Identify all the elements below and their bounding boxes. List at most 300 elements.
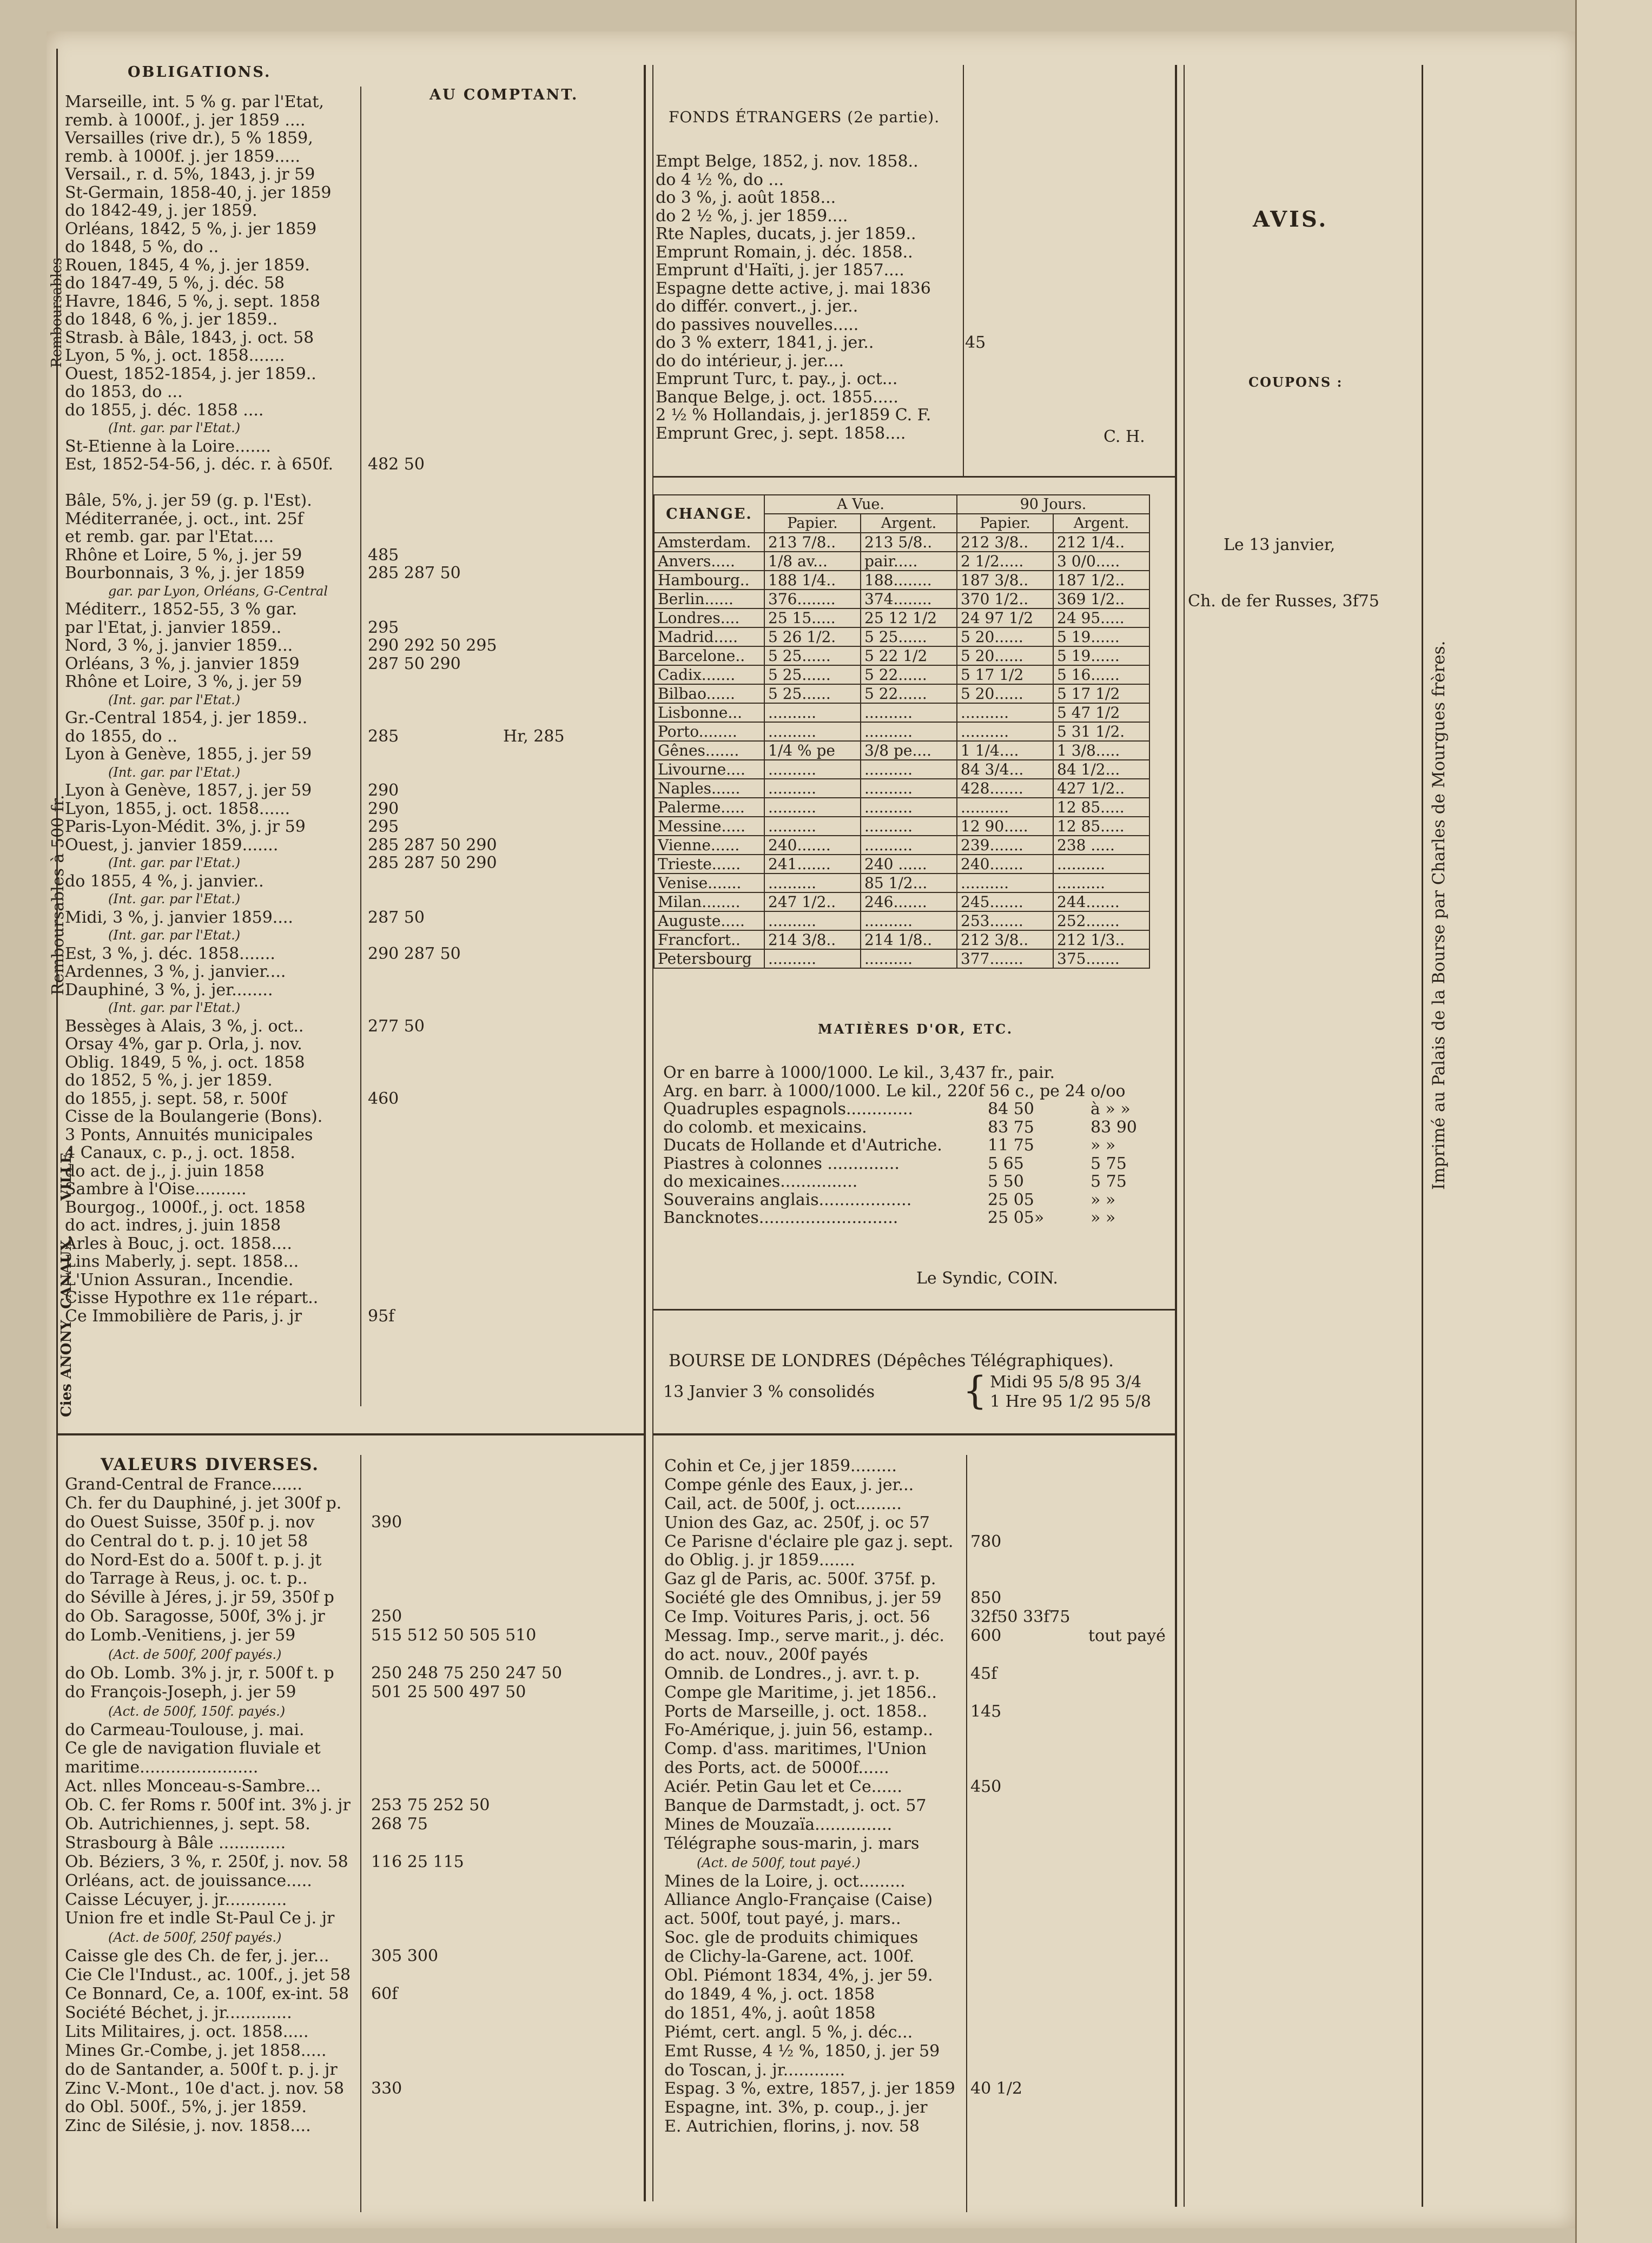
- valeur2-row: [664, 1721, 1173, 1740]
- obligation-label: (Int. gar. par l'Etat.): [108, 855, 241, 870]
- obligation-row: [65, 764, 638, 782]
- papier-heading: Papier.: [764, 514, 861, 533]
- valeurs-heading: VALEURS DIVERSES.: [101, 1455, 320, 1474]
- valeur-label: Lits Militaires, j. oct. 1858.....: [65, 2022, 309, 2041]
- obligation-row: [65, 492, 638, 510]
- valeur2-row: [664, 1570, 1173, 1589]
- valeur-row: [65, 1551, 644, 1570]
- change-place: Milan........: [654, 892, 764, 911]
- obligation-label: Oblig. 1849, 5 %, j. oct. 1858: [65, 1053, 305, 1071]
- valeur-label: Zinc de Silésie, j. nov. 1858....: [65, 2117, 311, 2136]
- obligation-row: [65, 438, 638, 456]
- valeur-label: Zinc V.-Mont., 10e d'act. j. nov. 58: [65, 2079, 345, 2098]
- valeur-row: [65, 1834, 644, 1853]
- valeur-row: [65, 2098, 644, 2117]
- change-rate: 187 3/8..: [957, 571, 1053, 590]
- obligation-row: [65, 1054, 638, 1072]
- change-row: [654, 608, 1149, 627]
- change-rate: 5 16......: [1053, 665, 1149, 684]
- obligations-list: [65, 93, 638, 1325]
- obligation-row: [65, 419, 638, 438]
- valeur-label: Orléans, act. de jouissance.....: [65, 1871, 312, 1890]
- obligation-row: [65, 1108, 638, 1126]
- change-rate: 1/8 av...: [764, 552, 861, 571]
- obligation-label: Ce Immobilière de Paris, j. jr: [65, 1307, 302, 1325]
- change-row: [654, 627, 1149, 646]
- valeur-row: [65, 1909, 644, 1928]
- obligation-row: [65, 745, 638, 764]
- change-rate: 239.......: [957, 836, 1053, 855]
- valeur-label: Union fre et indle St-Paul Ce j. jr: [65, 1909, 335, 1928]
- valeur-label: Ob. Autrichiennes, j. sept. 58.: [65, 1815, 310, 1834]
- change-rate: 5 19......: [1053, 627, 1149, 646]
- valeur2-row: [664, 1778, 1173, 1797]
- valeur-label: (Act. de 500f, 200f payés.): [108, 1647, 282, 1663]
- change-rate: 5 25......: [861, 627, 957, 646]
- change-rate: 5 25......: [764, 646, 861, 665]
- change-rate: 2 1/2.....: [957, 552, 1053, 571]
- change-place: Porto........: [654, 722, 764, 741]
- valeur2-label: Obl. Piémont 1834, 4%, j. jer 59.: [664, 1967, 933, 1986]
- obligation-label: et remb. gar. par l'Etat....: [65, 528, 274, 546]
- change-rate: 240 ......: [861, 855, 957, 874]
- obligation-row: [65, 619, 638, 637]
- fonds-label: Emprunt Turc, t. pay., j. oct...: [656, 370, 898, 388]
- change-rate: 212 3/8..: [957, 930, 1053, 949]
- remboursables-top-label: Remboursables: [49, 257, 65, 368]
- valeur-label: Ob. Béziers, 3 %, r. 250f, j. nov. 58: [65, 1852, 348, 1871]
- fonds-row: [656, 261, 1175, 280]
- obligation-row: [65, 782, 638, 800]
- obligation-label: (Int. gar. par l'Etat.): [108, 420, 241, 435]
- valeur-row: [65, 1664, 644, 1683]
- matiere-label: Ducats de Hollande et d'Autriche.: [663, 1136, 942, 1155]
- obligation-price: 95f: [368, 1307, 395, 1325]
- valeur2-price: 600: [970, 1627, 1002, 1646]
- obligation-price: 460: [368, 1089, 399, 1108]
- obligation-label: Rouen, 1845, 4 %, j. jer 1859.: [65, 256, 310, 274]
- valeurs-list: [65, 1476, 644, 2136]
- valeur-row: [65, 2042, 644, 2061]
- obligation-label: Gr.-Central 1854, j. jer 1859..: [65, 709, 308, 727]
- obligation-row: [65, 401, 638, 420]
- matiere-value-2: 5 75: [1091, 1173, 1127, 1191]
- obligation-row: [65, 528, 638, 546]
- valeur-label: do Carmeau-Toulouse, j. mai.: [65, 1721, 305, 1739]
- matiere-value-2: à » »: [1091, 1100, 1131, 1119]
- change-row: [654, 571, 1149, 590]
- change-row: [654, 665, 1149, 684]
- valeur2-price: 32f50 33f75: [970, 1608, 1071, 1627]
- valeur-row: [65, 1758, 644, 1777]
- valeur-label: do François-Joseph, j. jer 59: [65, 1683, 296, 1702]
- obligation-row: [65, 673, 638, 691]
- valeur2-label: Messag. Imp., serve marit., j. déc.: [664, 1627, 944, 1646]
- change-place: Cadix.......: [654, 665, 764, 684]
- valeur2-label: Espagne, int. 3%, p. coup., j. jer: [664, 2099, 928, 2118]
- valeur-label: Société Béchet, j. jr.............: [65, 2003, 292, 2022]
- obligation-label: Midi, 3 %, j. janvier 1859....: [65, 908, 293, 927]
- obligation-label: gar. par Lyon, Orléans, G-Central: [108, 583, 328, 599]
- fonds-row: [656, 207, 1175, 226]
- obligation-label: (Int. gar. par l'Etat.): [108, 692, 241, 707]
- valeur2-label: do 1851, 4%, j. août 1858: [664, 2004, 876, 2023]
- change-place: Lisbonne...: [654, 703, 764, 722]
- valeur-row: [65, 1532, 644, 1551]
- fonds-label: Emprunt Romain, j. déc. 1858..: [656, 243, 913, 261]
- obligation-label: do 1848, 6 %, j. jer 1859..: [65, 310, 278, 329]
- obligation-price: 295: [368, 618, 399, 637]
- valeur2-row: [664, 1910, 1173, 1929]
- valeur-label: do Ouest Suisse, 350f p. j. nov: [65, 1513, 315, 1532]
- obligation-label: Ardennes, 3 %, j. janvier....: [65, 963, 286, 981]
- valeur-price: 250 248 75 250 247 50: [371, 1664, 563, 1683]
- change-rate: 25 15.....: [764, 608, 861, 627]
- valeur-label: Ce Bonnard, Ce, a. 100f, ex-int. 58: [65, 1985, 349, 2004]
- obligation-row: [65, 220, 638, 239]
- obligation-row: [65, 256, 638, 275]
- londres-date: 13 Janvier 3 % consolidés: [663, 1382, 875, 1401]
- change-row: [654, 892, 1149, 911]
- obligation-row: [65, 1017, 638, 1036]
- obligation-row: [65, 1126, 638, 1144]
- valeur-row: [65, 1626, 644, 1645]
- change-rate: 252.......: [1053, 911, 1149, 930]
- change-rate: 24 97 1/2: [957, 608, 1053, 627]
- valeur-row: [65, 1739, 644, 1758]
- matiere-value-1: 83 75: [988, 1118, 1034, 1136]
- matieres-line1: Or en barre à 1000/1000. Le kil., 3,437 fr., pair.: [663, 1063, 1055, 1082]
- obligation-row: [65, 274, 638, 293]
- change-rate: 212 1/4..: [1053, 533, 1149, 552]
- matiere-value-2: » »: [1091, 1209, 1116, 1227]
- change-rate: 5 22......: [861, 665, 957, 684]
- valeur2-row: [664, 2061, 1173, 2080]
- valeur-price: 250: [371, 1607, 402, 1626]
- valeur2-row: [664, 1495, 1173, 1514]
- valeur-row: [65, 1476, 644, 1494]
- change-row: [654, 949, 1149, 968]
- col-divider-2: [1175, 65, 1177, 2207]
- cies-anony-label: Cies ANONY: [58, 1320, 75, 1417]
- valeur2-row: [664, 1740, 1173, 1759]
- change-row: [654, 911, 1149, 930]
- change-rate: 427 1/2..: [1053, 779, 1149, 798]
- papier-heading-90: Papier.: [957, 514, 1053, 533]
- fonds-label: do différ. convert., j. jer..: [656, 297, 858, 316]
- coupons-heading: COUPONS :: [1248, 374, 1343, 390]
- valeur2-label: Cohin et Ce, j jer 1859.........: [664, 1457, 897, 1476]
- obligation-row: [65, 945, 638, 963]
- obligation-label: Rhône et Loire, 5 %, j. jer 59: [65, 546, 302, 564]
- obligation-label: do act. indres, j. juin 1858: [65, 1216, 281, 1235]
- valeur2-label: Cail, act. de 500f, j. oct.........: [664, 1494, 902, 1513]
- valeur-row: [65, 1815, 644, 1834]
- valeur2-label: (Act. de 500f, tout payé.): [697, 1855, 861, 1870]
- obligation-label: Lyon, 1855, j. oct. 1858......: [65, 799, 290, 818]
- matiere-row: [663, 1209, 1172, 1227]
- obligation-row: [65, 383, 638, 401]
- valeur-label: Ch. fer du Dauphiné, j. jet 300f p.: [65, 1494, 342, 1513]
- change-rate: 246.......: [861, 892, 957, 911]
- fonds-label: Emprunt Grec, j. sept. 1858....: [656, 424, 906, 442]
- obligation-row: [65, 474, 638, 492]
- obligation-row: [65, 890, 638, 909]
- change-place: Messine.....: [654, 817, 764, 836]
- change-place: Palerme.....: [654, 798, 764, 817]
- londres-heure: 1 Hre 95 1/2 95 5/8: [990, 1392, 1151, 1411]
- fonds-etrangers-list: [656, 153, 1175, 442]
- obligation-label: Bourgog., 1000f., j. oct. 1858: [65, 1198, 306, 1216]
- argent-heading-90: Argent.: [1053, 514, 1149, 533]
- change-rate: ..........: [764, 817, 861, 836]
- obligation-label: Bourbonnais, 3 %, j. jer 1859: [65, 564, 305, 583]
- matieres-list: [663, 1100, 1172, 1227]
- valeur2-row: [664, 1797, 1173, 1816]
- fonds-bottom-rule: [653, 476, 1176, 478]
- obligation-row: [65, 999, 638, 1017]
- obligation-price: 482 50: [368, 455, 425, 474]
- change-place: Berlin......: [654, 590, 764, 608]
- valeur2-price: 850: [970, 1589, 1002, 1608]
- argent-heading: Argent.: [861, 514, 957, 533]
- obligation-row: [65, 184, 638, 202]
- obligation-row: [65, 546, 638, 565]
- 90-jours-heading: 90 Jours.: [957, 495, 1149, 514]
- obligation-label: (Int. gar. par l'Etat.): [108, 1000, 241, 1015]
- change-rate: 5 19......: [1053, 646, 1149, 665]
- matiere-value-2: » »: [1091, 1190, 1116, 1209]
- col-divider-1: [644, 65, 646, 2201]
- valeur-label: Act. nlles Monceau-s-Sambre...: [65, 1777, 321, 1796]
- change-rate: 187 1/2..: [1053, 571, 1149, 590]
- right-border: [1422, 65, 1423, 2207]
- valeur2-label: Piémt, cert. angl. 5 %, j. déc...: [664, 2023, 913, 2042]
- change-row: [654, 874, 1149, 892]
- obligation-row: [65, 310, 638, 329]
- change-row: [654, 646, 1149, 665]
- change-rate: 376........: [764, 590, 861, 608]
- valeur-label: do Obl. 500f., 5%, j. jer 1859.: [65, 2098, 307, 2117]
- obligation-price: 290: [368, 782, 399, 800]
- change-row: [654, 836, 1149, 855]
- valeur2-label: des Ports, act. de 5000f......: [664, 1759, 889, 1778]
- obligation-row: [65, 637, 638, 655]
- change-rate: ..........: [764, 874, 861, 892]
- change-row: [654, 798, 1149, 817]
- left-border: [56, 49, 58, 2228]
- change-row: [654, 930, 1149, 949]
- change-rate: 214 1/8..: [861, 930, 957, 949]
- change-rate: 1 3/8.....: [1053, 741, 1149, 760]
- obligation-label: par l'Etat, j. janvier 1859..: [65, 618, 282, 637]
- obligation-label: St-Etienne à la Loire.......: [65, 437, 271, 455]
- change-rate: ..........: [1053, 874, 1149, 892]
- valeur2-label: Omnib. de Londres., j. avr. t. p.: [664, 1664, 920, 1683]
- valeur2-row: [664, 1835, 1173, 1854]
- obligation-row: [65, 1162, 638, 1181]
- obligation-price: 285 287 50 290: [368, 854, 497, 872]
- valeur2-extra: tout payé: [1088, 1627, 1166, 1646]
- fonds-row: [656, 316, 1175, 334]
- obligation-label: Ouest, 1852-1854, j. jer 1859..: [65, 365, 316, 383]
- obligation-row: [65, 238, 638, 256]
- valeur2-label: Emt Russe, 4 ½ %, 1850, j. jer 59: [664, 2042, 940, 2061]
- valeur2-row: [664, 1759, 1173, 1778]
- matiere-row: [663, 1136, 1172, 1155]
- obligation-label: St-Germain, 1858-40, j. jer 1859: [65, 183, 332, 202]
- change-rate: ..........: [1053, 855, 1149, 874]
- change-row: [654, 741, 1149, 760]
- obligation-price: 285 287 50 290: [368, 836, 497, 854]
- change-rate: 375.......: [1053, 949, 1149, 968]
- obligation-label: L'Union Assuran., Incendie.: [65, 1271, 294, 1289]
- obligation-label: Versailles (rive dr.), 5 % 1859,: [65, 129, 313, 148]
- obligation-label: Dauphiné, 3 %, j. jer........: [65, 981, 273, 999]
- change-rate: 5 20......: [957, 684, 1053, 703]
- obligation-label: Bessèges à Alais, 3 %, j. oct..: [65, 1017, 304, 1035]
- fonds-row: [656, 280, 1175, 298]
- change-heading: CHANGE.: [654, 495, 764, 533]
- valeur-price: 268 75: [371, 1815, 428, 1834]
- obligation-label: Est, 3 %, j. déc. 1858.......: [65, 944, 275, 963]
- change-rate: ..........: [957, 722, 1053, 741]
- change-place: Venise.......: [654, 874, 764, 892]
- matieres-line2: Arg. en barr. à 1000/1000. Le kil., 220f 56 c., pe 24 o/oo: [663, 1082, 1126, 1101]
- obligation-label: Lyon à Genève, 1855, j. jer 59: [65, 745, 312, 764]
- obligation-label: Versail., r. d. 5%, 1843, j. jr 59: [65, 166, 315, 184]
- change-rate: 5 17 1/2: [1053, 684, 1149, 703]
- obligation-row: [65, 836, 638, 855]
- valeur-row: [65, 1872, 644, 1891]
- valeur2-row: [664, 2042, 1173, 2061]
- fonds-row: [656, 297, 1175, 316]
- avis-item: Ch. de fer Russes, 3f75: [1188, 592, 1379, 611]
- fonds-row: [656, 153, 1175, 171]
- fonds-label: Rte Naples, ducats, j. jer 1859..: [656, 225, 916, 243]
- valeur-price: 253 75 252 50: [371, 1796, 490, 1815]
- matiere-label: Bancknotes...........................: [663, 1209, 898, 1227]
- matiere-label: Quadruples espagnols.............: [663, 1100, 913, 1119]
- matiere-value-1: 5 65: [988, 1154, 1024, 1173]
- fonds-etrangers-heading: FONDS ÉTRANGERS (2e partie).: [669, 108, 940, 126]
- valeur2-row: [664, 1891, 1173, 1910]
- matiere-label: Souverains anglais..................: [663, 1190, 912, 1209]
- obligation-label: Méditerranée, j. oct., int. 25f: [65, 510, 303, 528]
- valeur2-label: Télégraphe sous-marin, j. mars: [664, 1834, 920, 1853]
- change-rate: ..........: [764, 779, 861, 798]
- change-rate: 428.......: [957, 779, 1053, 798]
- valeur2-row: [664, 1627, 1173, 1646]
- matiere-value-2: » »: [1091, 1136, 1116, 1155]
- obligation-row: [65, 166, 638, 184]
- change-rate: 214 3/8..: [764, 930, 861, 949]
- change-rate: ..........: [764, 722, 861, 741]
- obligation-label: Arles à Bouc, j. oct. 1858....: [65, 1234, 292, 1253]
- change-rate: 5 20......: [957, 627, 1053, 646]
- change-row: [654, 760, 1149, 779]
- valeur-price: 390: [371, 1513, 402, 1532]
- change-place: Hambourg..: [654, 571, 764, 590]
- obligation-price: 285: [368, 727, 399, 745]
- valeur-row: [65, 1513, 644, 1532]
- obligation-row: [65, 1199, 638, 1217]
- obligation-label: (Int. gar. par l'Etat.): [108, 764, 241, 780]
- obligation-label: Sambre à l'Oise..........: [65, 1180, 247, 1199]
- valeur-row: [65, 1494, 644, 1513]
- change-rate: 247 1/2..: [764, 892, 861, 911]
- fonds-row: [656, 352, 1175, 370]
- obligation-row: [65, 872, 638, 891]
- valeur2-row: [664, 1684, 1173, 1703]
- obligation-label: Nord, 3 %, j. janvier 1859...: [65, 637, 293, 655]
- change-rate: 12 85.....: [1053, 817, 1149, 836]
- valeur2-label: Ce Parisne d'éclaire ple gaz j. sept.: [664, 1532, 954, 1551]
- fonds-label: 2 ½ % Hollandais, j. jer1859 C. F.: [656, 406, 931, 425]
- avis-heading: AVIS.: [1253, 207, 1329, 232]
- valeur-price: 501 25 500 497 50: [371, 1683, 526, 1702]
- fonds-label: do passives nouvelles.....: [656, 315, 859, 334]
- obligation-row: [65, 981, 638, 1000]
- valeur2-price: 45f: [970, 1664, 997, 1683]
- matiere-value-1: 11 75: [988, 1136, 1034, 1155]
- change-rate: 369 1/2..: [1053, 590, 1149, 608]
- change-rate: 5 47 1/2: [1053, 703, 1149, 722]
- change-table: [653, 494, 1150, 969]
- change-place: Vienne......: [654, 836, 764, 855]
- valeurs2-list: [664, 1457, 1173, 2136]
- section-divider-mid: [653, 1433, 1176, 1435]
- col-divider-1b: [652, 65, 653, 2201]
- valeur-label: do Nord-Est do a. 500f t. p. j. jt: [65, 1551, 322, 1570]
- obligation-row: [65, 1035, 638, 1054]
- obligation-row: [65, 365, 638, 383]
- change-rate: ..........: [861, 817, 957, 836]
- obligation-label: Paris-Lyon-Médit. 3%, j. jr 59: [65, 818, 306, 836]
- obligation-label: (Int. gar. par l'Etat.): [108, 928, 241, 943]
- valeur2-label: Soc. gle de produits chimiques: [664, 1929, 918, 1948]
- matiere-label: Piastres à colonnes ..............: [663, 1154, 900, 1173]
- fonds-label: do 4 ½ %, do ...: [656, 170, 784, 189]
- change-rate: ..........: [861, 798, 957, 817]
- change-rate: 377.......: [957, 949, 1053, 968]
- obligation-label: Cisse Hypothre ex 11e répart..: [65, 1289, 319, 1307]
- valeur2-row: [664, 1816, 1173, 1835]
- change-row: [654, 590, 1149, 608]
- change-rate: 374........: [861, 590, 957, 608]
- valeur2-label: do Toscan, j. jr............: [664, 2061, 845, 2080]
- valeur2-row: [664, 2023, 1173, 2042]
- valeur-price: 116 25 115: [371, 1852, 464, 1871]
- fonds-row: [656, 334, 1175, 352]
- obligation-label: Est, 1852-54-56, j. déc. r. à 650f.: [65, 455, 334, 474]
- obligation-label: do 1855, j. déc. 1858 ....: [65, 401, 264, 419]
- matiere-label: do mexicaines...............: [663, 1173, 858, 1191]
- fonds-label: Emprunt d'Haïti, j. jer 1857....: [656, 261, 904, 280]
- obligation-row: [65, 1271, 638, 1289]
- change-rate: ..........: [764, 703, 861, 722]
- obligation-label: do 1842-49, j. jer 1859.: [65, 202, 257, 220]
- valeur2-row: [664, 2004, 1173, 2023]
- obligation-row: [65, 1307, 638, 1326]
- valeur2-label: Gaz gl de Paris, ac. 500f. 375f. p.: [664, 1570, 936, 1589]
- obligation-row: [65, 600, 638, 619]
- valeur2-row: [664, 2118, 1173, 2136]
- matiere-row: [663, 1191, 1172, 1209]
- change-rate: 5 17 1/2: [957, 665, 1053, 684]
- obligation-row: [65, 854, 638, 872]
- obligation-row: [65, 727, 638, 746]
